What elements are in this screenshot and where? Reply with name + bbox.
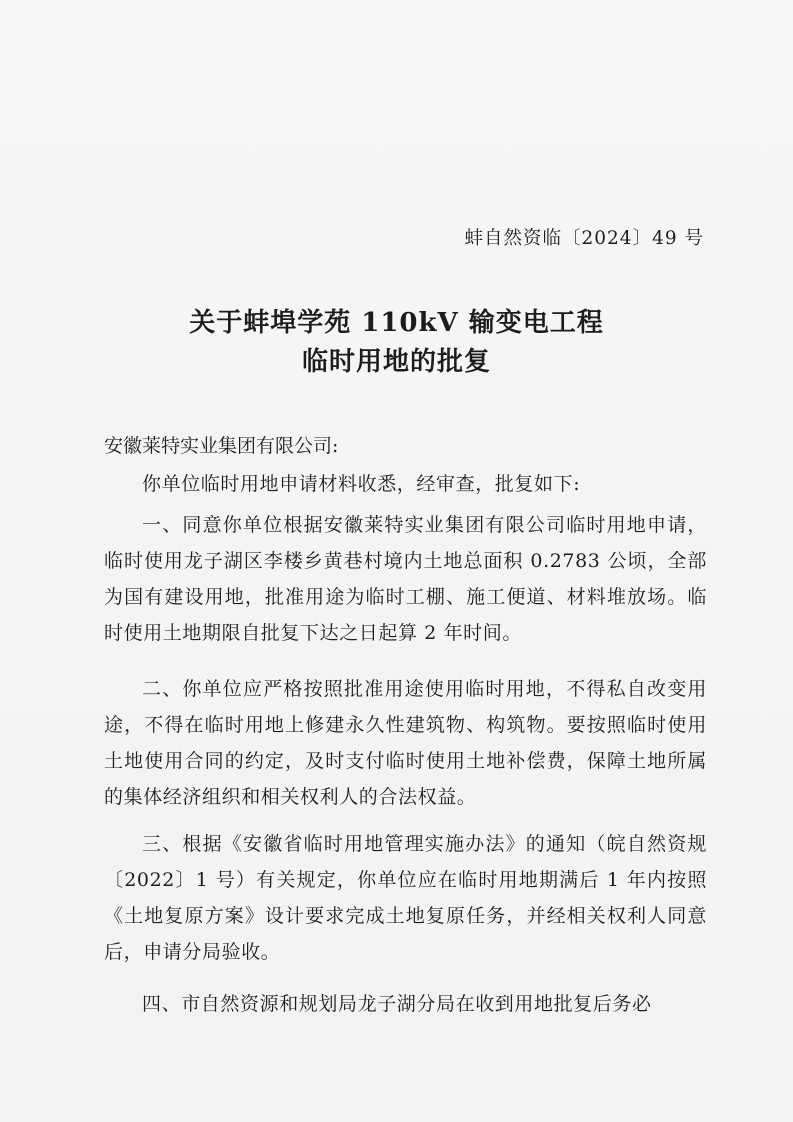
intro-paragraph: 你单位临时用地申请材料收悉，经审查，批复如下: — [142, 473, 581, 495]
paragraph-3: 三、根据《安徽省临时用地管理实施办法》的通知（皖自然资规〔2022〕1 号）有关规定，你单位应在临时用地期满后 1 年内按照《土地复原方案》设计要求完成土地复原任务，并经相关权利人同意后，申请分局验收。 — [104, 833, 707, 963]
paragraph-block-1 — [104, 507, 707, 651]
paragraph-block-2 — [104, 671, 707, 815]
document-title-line-2: 临时用地的批复 — [301, 347, 491, 377]
paragraph-2: 二、你单位应严格按照批准用途使用临时用地，不得私自改变用途，不得在临时用地上修建永久性建筑物、构筑物。要按照临时使用土地使用合同的约定，及时支付临时使用土地补偿费，保障土地所属的集体经济组织和相关权利人的合法权益。 — [104, 678, 707, 808]
document-number: 蚌自然资临〔2024〕49 号 — [464, 228, 704, 249]
document-title-line-1: 关于蚌埠学苑 110kV 输变电工程 — [189, 308, 604, 338]
paragraph-4: 四、市自然资源和规划局龙子湖分局在收到用地批复后务必 — [142, 993, 652, 1015]
addressee: 安徽莱特实业集团有限公司: — [104, 435, 339, 457]
paragraph-block-4 — [104, 986, 707, 1022]
paragraph-1: 一、同意你单位根据安徽莱特实业集团有限公司临时用地申请，临时使用龙子湖区李楼乡黄巷村境内土地总面积 0.2783 公顷，全部为国有建设用地，批准用途为临时工棚、施工便道、材料堆放场。临时使用土地期限自批复下达之日起算 2 年时间。 — [104, 514, 707, 644]
intro-paragraph-block — [104, 466, 707, 502]
paragraph-block-3 — [104, 826, 707, 970]
